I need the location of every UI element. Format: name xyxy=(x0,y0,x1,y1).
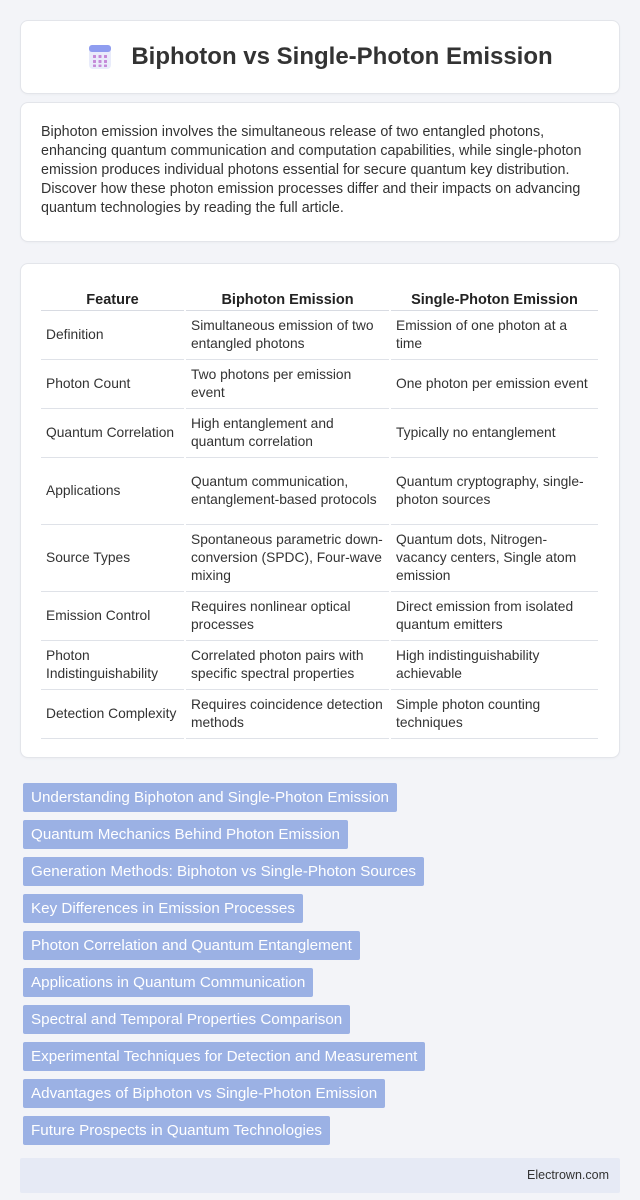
table-row xyxy=(41,457,598,524)
table-cell-biphoton: Quantum communication, entanglement-based protocols xyxy=(185,457,390,524)
table-cell-biphoton: Requires coincidence detection methods xyxy=(185,689,390,738)
table-cell-single-photon: Quantum dots, Nitrogen-vacancy centers, Single atom emission xyxy=(390,524,598,591)
table-cell-feature: Photon Indistinguishability xyxy=(41,640,185,689)
table-cell-feature: Emission Control xyxy=(41,591,185,640)
table-cell-single-photon: High indistinguishability achievable xyxy=(390,640,598,689)
table-cell-single-photon: One photon per emission event xyxy=(390,359,598,408)
table-row xyxy=(41,640,598,689)
table-cell-feature: Detection Complexity xyxy=(41,689,185,738)
calculator-icon xyxy=(87,44,113,70)
table-cell-feature: Photon Count xyxy=(41,359,185,408)
related-link[interactable]: Spectral and Temporal Properties Comparison xyxy=(23,1005,350,1034)
table-row xyxy=(41,310,598,359)
table-cell-feature: Source Types xyxy=(41,524,185,591)
table-cell-feature: Quantum Correlation xyxy=(41,408,185,457)
footer xyxy=(20,1158,620,1193)
table-cell-biphoton: Requires nonlinear optical processes xyxy=(185,591,390,640)
table-header-row xyxy=(41,284,598,310)
table-row xyxy=(41,408,598,457)
header-card xyxy=(20,20,620,94)
table-cell-feature: Definition xyxy=(41,310,185,359)
comparison-table-card xyxy=(20,263,620,758)
related-link[interactable]: Experimental Techniques for Detection and Measurement xyxy=(23,1042,425,1071)
related-link[interactable]: Understanding Biphoton and Single-Photon Emission xyxy=(23,783,397,812)
page-title: Biphoton vs Single-Photon Emission xyxy=(131,43,553,70)
table-cell-single-photon: Emission of one photon at a time xyxy=(390,310,598,359)
table-row xyxy=(41,591,598,640)
table-cell-single-photon: Typically no entanglement xyxy=(390,408,598,457)
intro-card xyxy=(20,102,620,242)
table-cell-biphoton: Spontaneous parametric down-conversion (SPDC), Four-wave mixing xyxy=(185,524,390,591)
table-cell-single-photon: Quantum cryptography, single-photon sources xyxy=(390,457,598,524)
table-cell-feature: Applications xyxy=(41,457,185,524)
table-cell-biphoton: Correlated photon pairs with specific spectral properties xyxy=(185,640,390,689)
related-link[interactable]: Generation Methods: Biphoton vs Single-Photon Sources xyxy=(23,857,424,886)
table-row xyxy=(41,689,598,738)
intro-text: Biphoton emission involves the simultaneous release of two entangled photons, enhancing quantum communication and computation capabilities, while single-photon emission produces individual photons essential for secure quantum key distribution. Discover how these photon emission processes differ and their impacts on advancing quantum technologies by reading the full article. xyxy=(41,124,582,216)
table-cell-biphoton: Simultaneous emission of two entangled photons xyxy=(185,310,390,359)
related-link[interactable]: Key Differences in Emission Processes xyxy=(23,894,303,923)
comparison-table xyxy=(41,284,598,739)
header-biphoton: Biphoton Emission xyxy=(185,284,390,310)
table-cell-single-photon: Direct emission from isolated quantum emitters xyxy=(390,591,598,640)
related-link[interactable]: Applications in Quantum Communication xyxy=(23,968,313,997)
related-link[interactable]: Future Prospects in Quantum Technologies xyxy=(23,1116,330,1145)
table-row xyxy=(41,359,598,408)
table-cell-biphoton: High entanglement and quantum correlation xyxy=(185,408,390,457)
table-cell-single-photon: Simple photon counting techniques xyxy=(390,689,598,738)
table-cell-biphoton: Two photons per emission event xyxy=(185,359,390,408)
related-link[interactable]: Advantages of Biphoton vs Single-Photon Emission xyxy=(23,1079,385,1108)
footer-site-name[interactable]: Electrown.com xyxy=(527,1168,609,1182)
related-link[interactable]: Photon Correlation and Quantum Entanglement xyxy=(23,931,360,960)
related-links xyxy=(23,783,583,1153)
header-feature: Feature xyxy=(41,284,185,310)
header-single-photon: Single-Photon Emission xyxy=(390,284,598,310)
related-link[interactable]: Quantum Mechanics Behind Photon Emission xyxy=(23,820,348,849)
table-row xyxy=(41,524,598,591)
